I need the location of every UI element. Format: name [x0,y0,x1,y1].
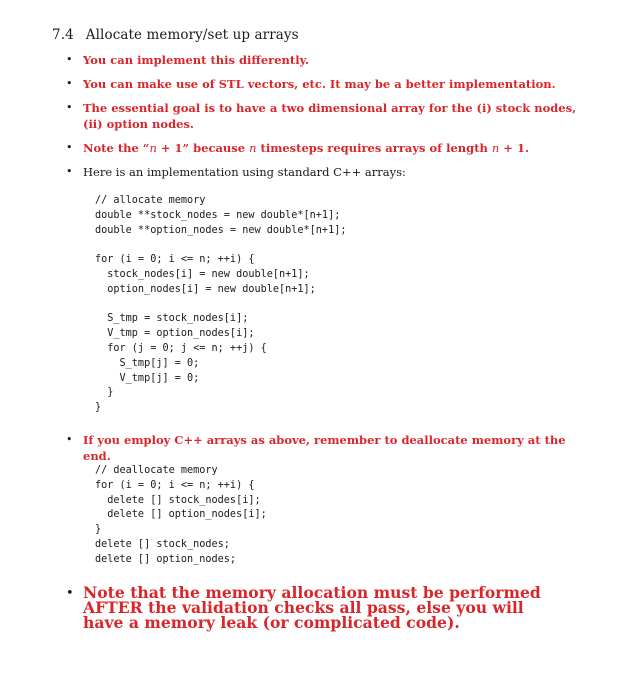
bullet-dot-icon: • [66,165,73,178]
code-alloc-line: V_tmp[j] = 0; [95,372,200,384]
text-fragment: timesteps requires arrays of length [256,141,492,155]
code-alloc-line: option_nodes[i] = new double[n+1]; [95,283,316,295]
bullet-item [68,164,578,180]
bullet-item [68,76,578,92]
bullet-text: Note that the memory allocation must be performed AFTER the validation checks all pass, else you will have a memory leak (or complicated code). [83,583,541,632]
bullet-text: If you employ C++ arrays as above, remember to deallocate memory at the end. [83,433,566,463]
code-dealloc-line: delete [] stock_nodes; [95,538,230,550]
bullet-text: You can make use of STL vectors, etc. It may be a better implementation. [83,77,556,91]
bullet-dot-icon: • [66,77,73,90]
section-heading [52,27,299,43]
bullet-item [68,52,578,68]
text-fragment: + 1” because [156,141,250,155]
code-dealloc-line: } [95,524,102,536]
code-alloc-line: for (i = 0; i <= n; ++i) { [95,254,255,266]
math-variable: n [249,141,257,155]
bullet-item [68,585,568,630]
bullet-item [68,100,578,132]
code-alloc-line: S_tmp[j] = 0; [95,357,200,369]
code-alloc-line: V_tmp = option_nodes[i]; [95,328,255,340]
text-fragment: Note the “ [83,141,150,155]
code-alloc-line [95,298,346,313]
code-alloc-line [95,238,346,253]
code-dealloc-line: for (i = 0; i <= n; ++i) { [95,479,255,491]
bullet-text: Here is an implementation using standard C++ arrays: [83,165,406,179]
bullet-text: You can implement this differently. [83,53,309,67]
code-alloc-line: for (j = 0; j <= n; ++j) { [95,342,267,354]
section-number: 7.4 [52,27,74,43]
math-variable: n [491,141,500,155]
bullet-dot-icon: • [66,433,73,446]
text-fragment: + 1. [499,141,529,155]
code-alloc-line: } [95,402,102,414]
code-dealloc-line: // deallocate memory [95,465,218,476]
code-alloc-line: stock_nodes[i] = new double[n+1]; [95,268,310,280]
math-variable: n [149,141,157,155]
bullet-text [83,140,578,156]
bullet-dot-icon: • [66,53,73,66]
code-alloc-line: double **option_nodes = new double*[n+1]; [95,224,347,236]
code-alloc-line: double **stock_nodes = new double*[n+1]; [95,209,341,221]
code-dealloc-line: delete [] stock_nodes[i]; [95,494,261,506]
code-block-deallocate [95,464,267,568]
bullet-item [68,432,578,464]
bullet-dot-icon: • [66,586,74,601]
code-dealloc-line: delete [] option_nodes[i]; [95,509,267,521]
bullet-text: The essential goal is to have a two dimensional array for the (i) stock nodes, (ii) option nodes. [83,101,577,131]
bullet-item [68,140,578,156]
code-block-allocate [95,194,346,416]
code-dealloc-line: delete [] option_nodes; [95,553,237,565]
code-alloc-line: } [95,387,114,399]
section-title: Allocate memory/set up arrays [85,27,299,43]
bullet-dot-icon: • [66,141,73,154]
bullet-dot-icon: • [66,101,73,114]
code-alloc-line: S_tmp = stock_nodes[i]; [95,313,249,325]
code-alloc-line: // allocate memory [95,195,206,206]
